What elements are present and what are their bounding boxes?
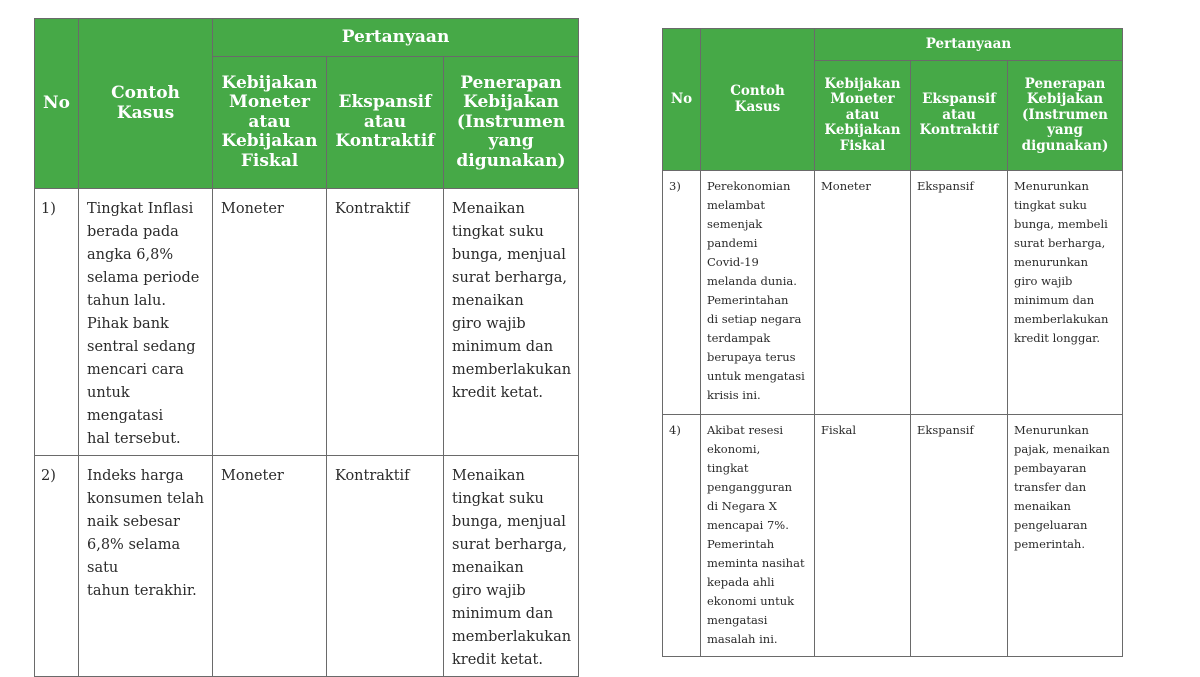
- expansion-contraction-cell: Kontraktif: [327, 189, 444, 456]
- expansion-contraction-cell: Kontraktif: [327, 456, 444, 677]
- header-penerapan-kebijakan: Penerapan Kebijakan (Instrumen yang digunakan): [1008, 61, 1123, 171]
- header-penerapan-kebijakan: Penerapan Kebijakan (Instrumen yang digunakan): [444, 57, 579, 189]
- policy-instrument-cell: Menaikan tingkat suku bunga, menjual surat berharga, menaikan giro wajib minimum dan memberlakukan kredit ketat.: [444, 189, 579, 456]
- policy-type-cell: Moneter: [213, 456, 327, 677]
- header-ekspansif-kontraktif: Ekspansif atau Kontraktif: [327, 57, 444, 189]
- table-row: [663, 415, 1123, 657]
- case-example-cell: Indeks harga konsumen telah naik sebesar 6,8% selama satu tahun terakhir.: [79, 456, 213, 677]
- policy-table-right: [662, 28, 1123, 657]
- header-contoh-kasus: Contoh Kasus: [79, 19, 213, 189]
- case-example-cell: Tingkat Inflasi berada pada angka 6,8% selama periode tahun lalu. Pihak bank sentral sedang mencari cara untuk mengatasi hal tersebut.: [79, 189, 213, 456]
- policy-type-cell: Fiskal: [815, 415, 911, 657]
- header-kebijakan: Kebijakan Moneter atau Kebijakan Fiskal: [213, 57, 327, 189]
- policy-type-cell: Moneter: [213, 189, 327, 456]
- row-number: 3): [663, 171, 701, 415]
- row-number: 1): [35, 189, 79, 456]
- case-example-cell: Akibat resesi ekonomi, tingkat pengangguran di Negara X mencapai 7%. Pemerintah meminta nasihat kepada ahli ekonomi untuk mengatasi masalah ini.: [701, 415, 815, 657]
- policy-instrument-cell: Menurunkan pajak, menaikan pembayaran transfer dan menaikan pengeluaran pemerintah.: [1008, 415, 1123, 657]
- header-ekspansif-kontraktif: Ekspansif atau Kontraktif: [911, 61, 1008, 171]
- policy-type-cell: Moneter: [815, 171, 911, 415]
- policy-instrument-cell: Menurunkan tingkat suku bunga, membeli surat berharga, menurunkan giro wajib minimum dan memberlakukan kredit longgar.: [1008, 171, 1123, 415]
- row-number: 4): [663, 415, 701, 657]
- table-row: [35, 456, 579, 677]
- header-pertanyaan: Pertanyaan: [213, 19, 579, 57]
- case-example-cell: Perekonomian melambat semenjak pandemi Covid-19 melanda dunia. Pemerintahan di setiap negara terdampak berupaya terus untuk mengatasi krisis ini.: [701, 171, 815, 415]
- header-pertanyaan: Pertanyaan: [815, 29, 1123, 61]
- header-kebijakan: Kebijakan Moneter atau Kebijakan Fiskal: [815, 61, 911, 171]
- table-row: [663, 171, 1123, 415]
- policy-table-left: [34, 18, 579, 677]
- header-contoh-kasus: Contoh Kasus: [701, 29, 815, 171]
- policy-instrument-cell: Menaikan tingkat suku bunga, menjual surat berharga, menaikan giro wajib minimum dan memberlakukan kredit ketat.: [444, 456, 579, 677]
- table-row: [35, 189, 579, 456]
- expansion-contraction-cell: Ekspansif: [911, 415, 1008, 657]
- header-no: No: [663, 29, 701, 171]
- row-number: 2): [35, 456, 79, 677]
- header-no: No: [35, 19, 79, 189]
- expansion-contraction-cell: Ekspansif: [911, 171, 1008, 415]
